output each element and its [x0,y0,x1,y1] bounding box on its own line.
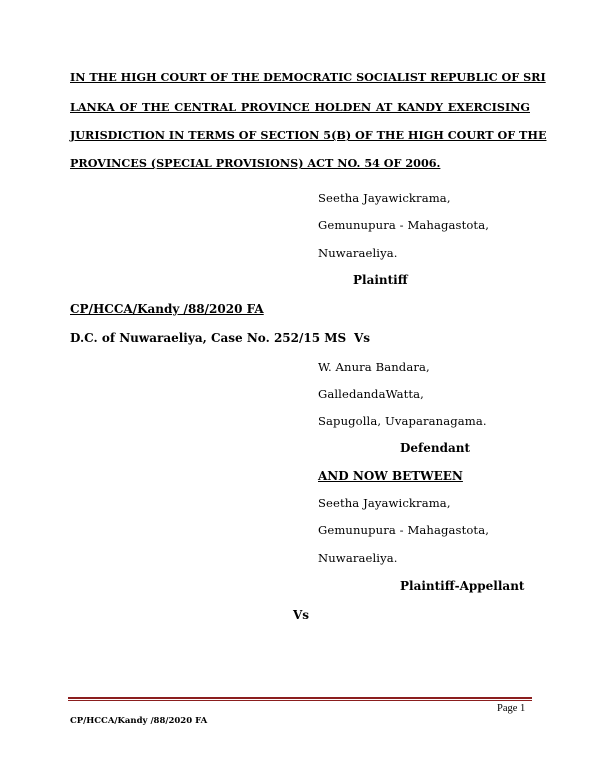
heading-line-3: JURISDICTION IN TERMS OF SECTION 5(B) OF THE HIGH COURT OF THE [70,128,547,142]
appellant-address-2: Nuwaraeliya. [318,551,398,565]
heading-line-4: PROVINCES (SPECIAL PROVISIONS) ACT NO. 54 OF 2006. [70,156,441,170]
footer-case-reference: CP/HCCA/Kandy /88/2020 FA [70,716,208,726]
defendant-role: Defendant [400,441,470,455]
page-number: Page 1 [497,703,526,714]
defendant-name: W. Anura Bandara, [318,360,430,374]
plaintiff-role: Plaintiff [353,273,408,287]
footer-rule [68,697,532,699]
versus-label: Vs [354,331,371,345]
defendant-address-1: GalledandaWatta, [318,387,424,401]
appellant-address-1: Gemunupura - Mahagastota, [318,523,489,537]
defendant-address-2: Sapugolla, Uvaparanagama. [318,414,487,428]
heading-line-1: IN THE HIGH COURT OF THE DEMOCRATIC SOCIALIST REPUBLIC OF SRI [70,70,546,84]
plaintiff-name: Seetha Jayawickrama, [318,191,451,205]
appellant-role: Plaintiff-Appellant [400,579,525,593]
versus-label-2: Vs [293,608,310,622]
heading-line-2: LANKA OF THE CENTRAL PROVINCE HOLDEN AT KANDY EXERCISING [70,100,530,114]
appellant-name: Seetha Jayawickrama, [318,496,451,510]
case-number: CP/HCCA/Kandy /88/2020 FA [70,302,264,316]
dc-reference: D.C. of Nuwaraeliya, Case No. 252/15 MS [70,331,347,345]
footer-rule-thin [68,700,532,701]
plaintiff-address-1: Gemunupura - Mahagastota, [318,218,489,232]
plaintiff-address-2: Nuwaraeliya. [318,246,398,260]
now-between-label: AND NOW BETWEEN [318,469,463,483]
